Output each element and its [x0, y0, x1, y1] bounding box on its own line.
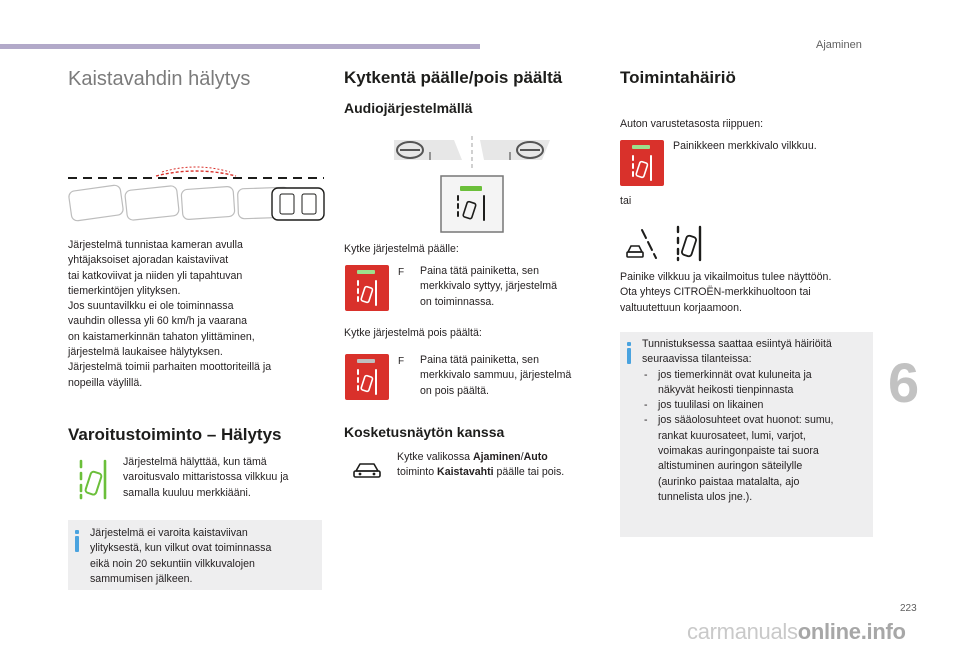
touch-text: [397, 450, 602, 481]
body-line: vauhdin ollessa yli 60 km/h ja vaarana: [68, 315, 248, 328]
watermark: [687, 619, 906, 645]
info-icon-dot: [627, 342, 631, 346]
submenu-name: Auto: [523, 451, 548, 463]
body-line: nopeilla väylillä.: [68, 376, 143, 389]
warning-title: Varoitustoiminto – Hälytys: [68, 425, 282, 444]
lane-car-icon: [354, 279, 380, 307]
body-line: yhtäjaksoiset ajoradan kaistaviivat: [68, 254, 229, 267]
section-label: Ajaminen: [816, 39, 862, 51]
lane-assist-button-on: [345, 265, 389, 311]
col1-info-text: [90, 526, 318, 587]
body-line: on kaistamerkinnän tahaton ylittäminen,: [68, 330, 255, 343]
arrow-bullet: F: [398, 267, 405, 278]
col1-title: Kaistavahdin hälytys: [68, 68, 251, 90]
button-fault-text: Painikkeen merkkivalo vilkkuu.: [673, 140, 817, 152]
body-line: Tunnistuksessa saattaa esiintyä häiriöitä: [642, 338, 832, 350]
body-line: ylityksestä, kun vilkut ovat toiminnassa: [90, 542, 272, 555]
text-run: Kytke valikossa: [397, 451, 473, 463]
body-line: seuraavissa tilanteissa:: [642, 353, 752, 366]
body-line: varoitusvalo mittaristossa vilkkuu ja: [123, 471, 289, 484]
menu-name: Ajaminen: [472, 451, 521, 463]
body-line: Järjestelmä toimii parhaiten moottoriteillä ja: [68, 361, 272, 374]
touch-line-1: [397, 450, 602, 465]
body-line: Paina tätä painiketta, sen: [420, 265, 539, 277]
header-accent-line: [0, 44, 480, 49]
body-line: voimakas auringonpaiste tai suora: [658, 445, 819, 458]
col1-body: [68, 238, 318, 391]
col3-title: Toimintahäiriö: [620, 68, 736, 87]
led-indicator: [632, 145, 650, 149]
body-line: - jos sääolosuhteet ovat huonot: sumu,: [658, 414, 834, 427]
separator: /: [520, 451, 524, 463]
body-line: eikä noin 20 sekuntiin vilkkuvalojen: [90, 557, 255, 570]
body-line: tiemerkintöjen ylityksen.: [68, 284, 181, 297]
body-line: Paina tätä painiketta, sen: [420, 354, 539, 366]
off-text: [420, 353, 600, 399]
lane-assist-button-fault: [620, 140, 664, 186]
list-item: [642, 398, 870, 413]
list-item: [642, 368, 870, 399]
lane-assist-button-off: [345, 354, 389, 400]
lane-departure-illustration: [66, 158, 328, 226]
warning-text: [123, 455, 323, 501]
body-line: valtuutettuun korjaamoon.: [620, 301, 742, 314]
function-name: Kaistavahti: [437, 466, 494, 479]
text-run: toiminto: [397, 466, 438, 479]
body-line: altistuminen auringon säteilylle: [658, 460, 803, 473]
lane-warning-icon: [76, 458, 110, 500]
col3-intro: Auton varustetasosta riippuen:: [620, 118, 764, 130]
on-text: [420, 264, 600, 310]
info-icon: [627, 348, 631, 364]
on-label: Kytke järjestelmä päälle:: [344, 243, 459, 255]
body-line: Järjestelmä hälyttää, kun tämä: [123, 456, 267, 468]
body-line: Painike vilkkuu ja vikailmoitus tulee näyttöön.: [620, 271, 832, 283]
col3-body: [620, 270, 880, 316]
page-number: 223: [900, 603, 917, 614]
body-line: on pois päältä.: [420, 384, 489, 397]
text-run: päälle tai pois.: [493, 466, 565, 479]
body-line: Järjestelmä ei varoita kaistaviivan: [90, 527, 248, 539]
body-line: rankat kuurosateet, lumi, varjot,: [658, 429, 806, 442]
steering-controls-illustration: [392, 134, 560, 234]
watermark-part: online.info: [797, 619, 906, 644]
watermark-part: carmanuals: [687, 619, 798, 644]
body-line: tunnelista ulos jne.).: [658, 490, 753, 503]
body-line: - jos tuulilasi on likainen: [658, 399, 764, 412]
led-indicator: [357, 359, 375, 363]
body-line: (aurinko paistaa matalalta, ajo: [658, 475, 800, 488]
touch-line-2: [397, 465, 602, 480]
info-icon-dot: [75, 530, 79, 534]
body-line: sammumisen jälkeen.: [90, 572, 193, 585]
list-item: [642, 413, 870, 505]
body-line: Ota yhteys CITROËN-merkkihuoltoon tai: [620, 286, 811, 299]
audio-title: Audiojärjestelmällä: [344, 100, 473, 116]
col3-info-text: [642, 337, 870, 505]
body-line: merkkivalo syttyy, järjestelmä: [420, 280, 557, 293]
body-line: Jos suuntavilkku ei ole toiminnassa: [68, 300, 234, 313]
or-text: tai: [620, 195, 632, 207]
body-line: järjestelmä laukaisee hälytyksen.: [68, 346, 223, 359]
body-line: näkyvät heikosti tienpinnasta: [658, 383, 794, 396]
lane-warning-icon: [674, 224, 704, 262]
car-icon: [352, 460, 382, 480]
conditions-list: [642, 368, 870, 506]
off-label: Kytke järjestelmä pois päältä:: [344, 327, 482, 339]
body-line: on toiminnassa.: [420, 295, 495, 308]
body-line: tai katkoviivat ja niiden yli tapahtuvan: [68, 269, 243, 282]
lane-car-icon: [354, 368, 380, 396]
touch-title: Kosketusnäytön kanssa: [344, 424, 505, 440]
chapter-number: 6: [888, 351, 920, 414]
body-line: - jos tiemerkinnät ovat kuluneita ja: [658, 368, 812, 381]
arrow-bullet: F: [398, 356, 405, 367]
lane-car-icon: [629, 154, 655, 182]
led-indicator: [357, 270, 375, 274]
col2-title: Kytkentä päälle/pois päältä: [344, 68, 563, 87]
body-line: merkkivalo sammuu, järjestelmä: [420, 369, 572, 382]
body-line: Järjestelmä tunnistaa kameran avulla: [68, 239, 243, 251]
info-icon: [75, 536, 79, 552]
body-line: samalla kuuluu merkkiääni.: [123, 486, 251, 499]
lane-fault-icon: [624, 228, 660, 260]
